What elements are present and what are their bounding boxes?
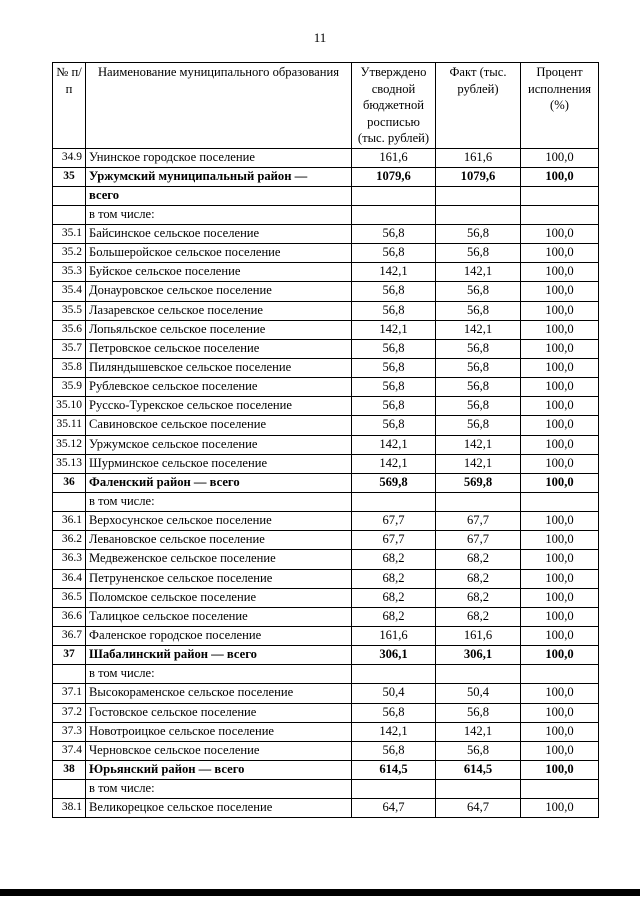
row-number: 36.3 [53,550,86,569]
table-row [53,320,599,339]
table-row [53,761,599,780]
row-fact: 56,8 [436,244,521,263]
row-name: Русско-Турекское сельское поселение [86,397,352,416]
row-name: Байсинское сельское поселение [86,225,352,244]
row-approved: 1079,6 [352,167,436,186]
row-approved: 64,7 [352,799,436,818]
row-fact [436,780,521,799]
row-name: Рублевское сельское поселение [86,378,352,397]
row-fact: 56,8 [436,225,521,244]
row-approved: 614,5 [352,761,436,780]
row-number [53,780,86,799]
table-row [53,684,599,703]
row-number: 37.4 [53,741,86,760]
row-fact: 56,8 [436,282,521,301]
row-name: в том числе: [86,205,352,224]
row-approved: 67,7 [352,531,436,550]
row-percent: 100,0 [521,588,599,607]
row-number: 36.2 [53,531,86,550]
table-row [53,263,599,282]
table-row [53,378,599,397]
row-number: 36.4 [53,569,86,588]
row-number: 35.8 [53,359,86,378]
row-percent: 100,0 [521,435,599,454]
row-approved: 56,8 [352,282,436,301]
row-approved: 68,2 [352,550,436,569]
row-name: Уржумский муниципальный район — [86,167,352,186]
row-percent: 100,0 [521,454,599,473]
row-fact: 142,1 [436,435,521,454]
row-number: 38.1 [53,799,86,818]
row-name: всего [86,186,352,205]
row-approved [352,205,436,224]
row-percent: 100,0 [521,569,599,588]
table-row [53,569,599,588]
table-row [53,301,599,320]
row-fact: 56,8 [436,378,521,397]
row-name: Левановское сельское поселение [86,531,352,550]
row-approved: 306,1 [352,646,436,665]
row-percent: 100,0 [521,282,599,301]
table-row [53,550,599,569]
row-number [53,186,86,205]
row-percent: 100,0 [521,684,599,703]
row-percent: 100,0 [521,244,599,263]
row-percent: 100,0 [521,339,599,358]
table-row [53,186,599,205]
table-row [53,703,599,722]
table-header-row [53,63,599,149]
row-number: 35.7 [53,339,86,358]
table-body [53,148,599,818]
row-approved: 142,1 [352,320,436,339]
row-number: 35.4 [53,282,86,301]
row-percent: 100,0 [521,646,599,665]
table-row [53,454,599,473]
row-percent [521,493,599,512]
row-number: 35.12 [53,435,86,454]
row-percent: 100,0 [521,301,599,320]
row-name: Высокораменское сельское поселение [86,684,352,703]
table-row [53,741,599,760]
row-approved: 56,8 [352,397,436,416]
table-row [53,665,599,684]
row-fact: 67,7 [436,531,521,550]
row-approved: 56,8 [352,703,436,722]
row-number: 35.10 [53,397,86,416]
row-name: Великорецкое сельское поселение [86,799,352,818]
row-percent: 100,0 [521,550,599,569]
row-fact [436,493,521,512]
row-percent: 100,0 [521,167,599,186]
row-percent: 100,0 [521,320,599,339]
table-row [53,435,599,454]
row-percent: 100,0 [521,416,599,435]
row-fact: 56,8 [436,339,521,358]
table-row [53,167,599,186]
row-name: Верхосунское сельское поселение [86,512,352,531]
row-name: Уржумское сельское поселение [86,435,352,454]
row-fact: 142,1 [436,320,521,339]
row-number: 36.6 [53,607,86,626]
row-approved: 161,6 [352,148,436,167]
row-percent: 100,0 [521,761,599,780]
row-number: 37.2 [53,703,86,722]
row-fact [436,665,521,684]
row-percent: 100,0 [521,378,599,397]
row-name: Унинское городское поселение [86,148,352,167]
row-name: Медвеженское сельское поселение [86,550,352,569]
row-number: 36.5 [53,588,86,607]
row-fact: 68,2 [436,569,521,588]
row-name: Фаленское городское поселение [86,627,352,646]
row-fact: 1079,6 [436,167,521,186]
row-approved: 56,8 [352,359,436,378]
row-percent [521,780,599,799]
row-percent: 100,0 [521,359,599,378]
row-number: 36.1 [53,512,86,531]
header-percent: Процент исполнения (%) [521,63,599,149]
row-number: 35.1 [53,225,86,244]
row-approved: 569,8 [352,473,436,492]
row-fact [436,186,521,205]
table-row [53,588,599,607]
row-fact: 161,6 [436,148,521,167]
row-name: Большеройское сельское поселение [86,244,352,263]
budget-table [52,62,599,818]
row-percent: 100,0 [521,473,599,492]
row-name: Петровское сельское поселение [86,339,352,358]
row-approved: 68,2 [352,588,436,607]
row-fact: 306,1 [436,646,521,665]
row-percent: 100,0 [521,531,599,550]
table-row [53,148,599,167]
row-name: Шабалинский район — всего [86,646,352,665]
page-number: 11 [313,30,327,45]
header-approved: Утверждено сводной бюджетной росписью (тыс. рублей) [352,63,436,149]
row-number: 36 [53,473,86,492]
row-number: 34.9 [53,148,86,167]
row-fact: 569,8 [436,473,521,492]
row-percent: 100,0 [521,741,599,760]
header-fact: Факт (тыс. рублей) [436,63,521,149]
table-row [53,627,599,646]
row-fact: 64,7 [436,799,521,818]
row-number: 35 [53,167,86,186]
row-approved: 56,8 [352,339,436,358]
row-name: Талицкое сельское поселение [86,607,352,626]
row-name: Новотроицкое сельское поселение [86,722,352,741]
row-fact: 67,7 [436,512,521,531]
bottom-scan-bar [0,889,640,896]
row-approved: 67,7 [352,512,436,531]
row-number: 37.1 [53,684,86,703]
row-percent: 100,0 [521,703,599,722]
table-row [53,205,599,224]
row-approved: 56,8 [352,301,436,320]
row-name: Петруненское сельское поселение [86,569,352,588]
row-percent: 100,0 [521,512,599,531]
row-percent: 100,0 [521,627,599,646]
row-approved: 142,1 [352,263,436,282]
row-name: в том числе: [86,493,352,512]
row-approved: 56,8 [352,741,436,760]
row-fact: 142,1 [436,454,521,473]
table-row [53,244,599,263]
row-fact: 56,8 [436,301,521,320]
row-number: 37 [53,646,86,665]
row-number: 35.3 [53,263,86,282]
row-percent [521,186,599,205]
row-name: Пиляндышевское сельское поселение [86,359,352,378]
row-percent: 100,0 [521,225,599,244]
row-name: в том числе: [86,780,352,799]
row-fact: 50,4 [436,684,521,703]
row-fact: 56,8 [436,397,521,416]
table-row [53,512,599,531]
row-fact: 142,1 [436,263,521,282]
row-approved [352,186,436,205]
row-name: в том числе: [86,665,352,684]
row-name: Черновское сельское поселение [86,741,352,760]
row-percent [521,205,599,224]
table-row [53,780,599,799]
row-name: Савиновское сельское поселение [86,416,352,435]
row-name: Донауровское сельское поселение [86,282,352,301]
table-row [53,359,599,378]
row-number: 36.7 [53,627,86,646]
table-row [53,531,599,550]
row-approved: 161,6 [352,627,436,646]
row-number: 35.5 [53,301,86,320]
row-approved: 142,1 [352,435,436,454]
row-number: 35.2 [53,244,86,263]
row-approved: 56,8 [352,416,436,435]
row-number: 37.3 [53,722,86,741]
row-approved: 142,1 [352,454,436,473]
table-row [53,282,599,301]
row-fact: 56,8 [436,359,521,378]
header-name: Наименование муниципального образования [86,63,352,149]
row-approved: 50,4 [352,684,436,703]
row-number: 35.6 [53,320,86,339]
row-fact: 161,6 [436,627,521,646]
header-num: № п/п [53,63,86,149]
row-number: 35.13 [53,454,86,473]
row-approved [352,780,436,799]
row-approved [352,665,436,684]
row-fact: 68,2 [436,588,521,607]
row-fact [436,205,521,224]
table-row [53,416,599,435]
row-number: 35.9 [53,378,86,397]
row-percent: 100,0 [521,607,599,626]
row-percent: 100,0 [521,148,599,167]
table-row [53,473,599,492]
table-row [53,225,599,244]
row-name: Лазаревское сельское поселение [86,301,352,320]
row-approved: 56,8 [352,225,436,244]
row-percent: 100,0 [521,799,599,818]
table-row [53,722,599,741]
row-name: Лопьяльское сельское поселение [86,320,352,339]
table-row [53,339,599,358]
table-row [53,646,599,665]
row-name: Буйское сельское поселение [86,263,352,282]
row-percent: 100,0 [521,722,599,741]
row-approved: 68,2 [352,569,436,588]
row-number [53,205,86,224]
row-approved [352,493,436,512]
row-fact: 56,8 [436,741,521,760]
row-fact: 68,2 [436,550,521,569]
row-fact: 68,2 [436,607,521,626]
row-approved: 68,2 [352,607,436,626]
row-percent: 100,0 [521,263,599,282]
row-name: Гостовское сельское поселение [86,703,352,722]
row-approved: 56,8 [352,378,436,397]
row-number [53,665,86,684]
row-number: 38 [53,761,86,780]
table-row [53,607,599,626]
row-approved: 142,1 [352,722,436,741]
row-percent: 100,0 [521,397,599,416]
row-fact: 614,5 [436,761,521,780]
table-row [53,493,599,512]
row-percent [521,665,599,684]
row-name: Юрьянский район — всего [86,761,352,780]
row-fact: 142,1 [436,722,521,741]
row-name: Шурминское сельское поселение [86,454,352,473]
table-row [53,799,599,818]
row-number: 35.11 [53,416,86,435]
row-name: Поломское сельское поселение [86,588,352,607]
row-fact: 56,8 [436,416,521,435]
row-approved: 56,8 [352,244,436,263]
table-row [53,397,599,416]
row-fact: 56,8 [436,703,521,722]
row-name: Фаленский район — всего [86,473,352,492]
row-number [53,493,86,512]
